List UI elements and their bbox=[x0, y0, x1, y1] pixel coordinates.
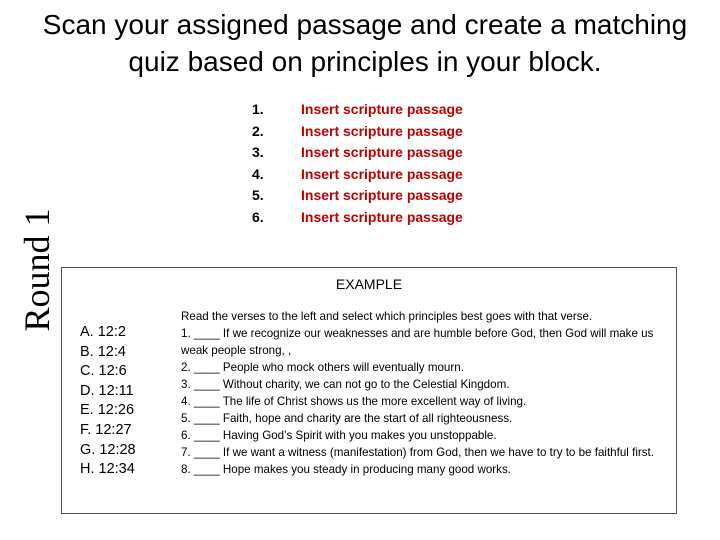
answer-option: F. 12:27 bbox=[80, 421, 132, 438]
passage-number: 1. bbox=[252, 101, 264, 117]
instruction-text: Read the verses to the left and select which principles best goes with that verse. bbox=[181, 310, 593, 323]
passage-number: 4. bbox=[252, 165, 264, 182]
page-title: Scan your assigned passage and create a matching quiz based on principles in your block. bbox=[42, 9, 688, 77]
answer-option: A. 12:2 bbox=[80, 324, 126, 340]
passage-item bbox=[252, 185, 463, 207]
quiz-item: 5. ____ Faith, hope and charity are the start of all righteousness. bbox=[181, 412, 513, 425]
passage-number: 2. bbox=[252, 122, 264, 139]
passage-text: Insert scripture passage bbox=[301, 122, 463, 139]
answer-option: C. 12:6 bbox=[80, 363, 127, 380]
passage-text: Insert scripture passage bbox=[301, 101, 463, 117]
quiz-item: 6. ____ Having God’s Spirit with you makes you unstoppable. bbox=[181, 429, 497, 442]
quiz-instructions bbox=[181, 308, 661, 478]
passage-list bbox=[252, 99, 463, 228]
round-label: Round 1 bbox=[17, 208, 57, 332]
answer-option: H. 12:34 bbox=[80, 461, 135, 478]
passage-text: Insert scripture passage bbox=[301, 187, 463, 203]
quiz-item: 3. ____ Without charity, we can not go to the Celestial Kingdom. bbox=[181, 378, 510, 391]
answer-list bbox=[80, 323, 136, 480]
quiz-item: 7. ____ If we want a witness (manifestation) from God, then we have to try to be faithful first. bbox=[181, 446, 654, 459]
passage-item bbox=[252, 207, 463, 229]
answer-option: B. 12:4 bbox=[80, 343, 126, 360]
passage-item bbox=[252, 99, 463, 121]
passage-number: 3. bbox=[252, 144, 264, 160]
passage-item bbox=[252, 142, 463, 164]
quiz-item: 4. ____ The life of Christ shows us the more excellent way of living. bbox=[181, 395, 527, 408]
example-title: EXAMPLE bbox=[335, 276, 403, 292]
quiz-item: 2. ____ People who mock others will eventually mourn. bbox=[181, 361, 464, 374]
passage-number: 5. bbox=[252, 187, 264, 203]
passage-item bbox=[252, 121, 463, 143]
passage-number: 6. bbox=[252, 208, 264, 225]
quiz-item: 1. ____ If we recognize our weaknesses and are humble before God, then God will make us weak people strong, , bbox=[181, 327, 654, 357]
example-box bbox=[61, 267, 677, 514]
quiz-item: 8. ____ Hope makes you steady in producing many good works. bbox=[181, 463, 511, 476]
passage-text: Insert scripture passage bbox=[301, 165, 463, 182]
passage-text: Insert scripture passage bbox=[301, 208, 463, 225]
answer-option: D. 12:11 bbox=[80, 382, 134, 399]
passage-text: Insert scripture passage bbox=[301, 144, 463, 160]
answer-option: G. 12:28 bbox=[80, 441, 136, 458]
passage-item bbox=[252, 164, 463, 186]
answer-option: E. 12:26 bbox=[80, 402, 135, 419]
